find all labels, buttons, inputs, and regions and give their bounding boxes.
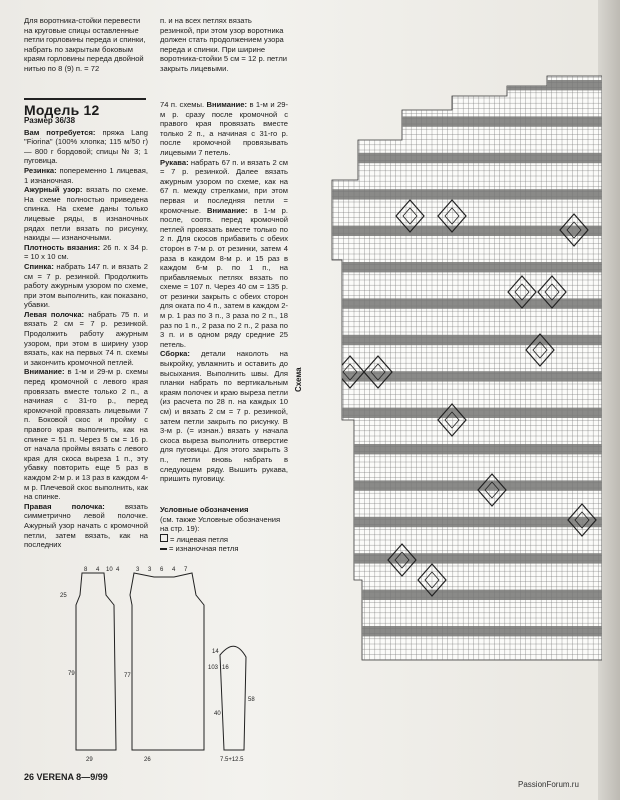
schema-label: Схема bbox=[294, 367, 303, 392]
dash-icon bbox=[160, 548, 167, 550]
measure-top-8: 4 bbox=[172, 567, 176, 573]
measure-back-height: 77 bbox=[124, 673, 131, 679]
measure-sleeve-bottom: 7.5+12.5 bbox=[220, 757, 244, 763]
purl-band bbox=[302, 298, 602, 308]
purl-band bbox=[302, 153, 602, 163]
measure-sleeve-length: 40 bbox=[214, 711, 221, 717]
purl-band bbox=[302, 116, 602, 126]
paragraph-materials: Вам потребуется: пряжа Lang "Fiorina" (100% хлопка; 115 м/50 г) — 800 г бордовой; спицы № 3; 1 пуговица. bbox=[24, 127, 148, 166]
garment-schematic bbox=[24, 565, 284, 765]
page-title: Модель 12 bbox=[24, 98, 146, 118]
purl-band bbox=[302, 408, 602, 418]
purl-band bbox=[302, 626, 602, 636]
paragraph-assembly: Сборка: детали наколоть на выкройку, увлажнить и оставить до высыхания. Выполнить швы. Для планки набрать по вертикальным краям полочек и краю выреза петли (из расчета по 28 п. на каждых 10 см) и вязать 2 см = 7 р. резинкой, затем петли закрыть по рисунку. В 3-м р. (= изнан.) вязать у начала скоса выреза выполнить отверстие для пуговицы. Для этого закрыть 3 п., петли вновь набрать в следующем ряду. Вышить рукава, пришить пуговицу. bbox=[160, 349, 288, 484]
measure-sleeve-cap: 16 bbox=[222, 665, 229, 671]
purl-band bbox=[302, 80, 602, 90]
paragraph-attention: Внимание: в 1-м и 29-м р. схемы перед кромочной с левого края провязать вместе только 2 п., а начиная с 31-го р., перед кромочной провязать лицевыми 7 п. Боковой скос и пройму с правого края выполнить, как на спинке = 51 п. Через 5 см = 16 р. от начала проймы вязать с левого края для скоса выреза 1 п., эту убавку повторить еще 5 раз в каждом 2-м р. и 13 раз в каждом 4-м р. Плечевой скос выполнить, как на спинке. bbox=[24, 367, 148, 502]
measure-sleeve-width: 58 bbox=[248, 697, 255, 703]
front-panel-outline bbox=[76, 573, 116, 750]
measure-top-7: 6 bbox=[160, 567, 164, 573]
purl-band bbox=[302, 553, 602, 563]
purl-band bbox=[302, 590, 602, 600]
measure-front-height: 79 bbox=[68, 671, 75, 677]
square-icon bbox=[160, 534, 168, 542]
instructions-column-2 bbox=[160, 100, 288, 484]
measure-top-3: 10 bbox=[106, 567, 113, 573]
purl-band bbox=[302, 335, 602, 345]
legend bbox=[160, 505, 290, 554]
purl-band bbox=[302, 480, 602, 490]
intro-text-right: п. и на всех петлях вязать резинкой, при этом узор воротника должен стать продолжением узора переда и спинки. При ширине воротника-стойки 5 см = 12 р. петли закрыть лицевыми. bbox=[160, 16, 288, 73]
paragraph-rib: Резинка: попеременно 1 лицевая, 1 изнаночная. bbox=[24, 165, 148, 185]
paragraph-gauge: Плотность вязания: 26 п. х 34 р. = 10 х 10 см. bbox=[24, 242, 148, 262]
legend-item-knit: = лицевая петля bbox=[160, 534, 290, 545]
size-heading: Размер 36/38 bbox=[24, 116, 76, 125]
legend-item-purl: = изнаночная петля bbox=[160, 544, 290, 554]
purl-band bbox=[302, 262, 602, 272]
measure-top-5: 3 bbox=[136, 567, 140, 573]
legend-note: (см. также Условные обозначения на стр. 19): bbox=[160, 514, 281, 534]
measure-top-6: 3 bbox=[148, 567, 152, 573]
legend-title: Условные обозначения bbox=[160, 505, 249, 514]
measure-back-width: 26 bbox=[144, 757, 151, 763]
back-panel-outline bbox=[130, 573, 204, 750]
measure-top-4: 4 bbox=[116, 567, 120, 573]
paragraph-left-front: Левая полочка: набрать 75 п. и вязать 2 см = 7 р. резинкой. Продолжить работу ажурным узором, при этом в ширину узор вязать, как на первых 74 п. схемы и закончить кромочной петлей. bbox=[24, 309, 148, 367]
measure-total-height: 103 bbox=[208, 665, 219, 671]
paragraph-back: Спинка: набрать 147 п. и вязать 2 см = 7 р. резинкой. Продолжить работу ажурным узором по схеме, при этом выполнить, как показано, убавки. bbox=[24, 261, 148, 310]
measure-top-9: 7 bbox=[184, 567, 188, 573]
measure-sleeve-cap-width: 14 bbox=[212, 649, 219, 655]
measure-top-2: 4 bbox=[96, 567, 100, 573]
purl-band bbox=[302, 226, 602, 236]
chart-area bbox=[332, 76, 602, 660]
paragraph-sleeves: Рукава: набрать 67 п. и вязать 2 см = 7 р. резинкой. Далее вязать ажурным узором по схеме, как на 67 п. между стрелками, при этом первая и последняя петли = кромочные. Внимание: в 1-м р. после, соотв. перед кромочной петлей провязать вместе только по 2 п. Для скосов прибавить с обеих сторон в 7-м р. от резинки, затем 4 раза в каждом 8-м р. и 15 раз в каждом 6-м р. по 1 п., на прибавляемых петлях вязать по схеме = 107 п. Через 40 см = 135 р. от резинки закрыть с обеих сторон для оката по 4 п., затем в каждом 2-м р. 1 раз по 3 п., 3 раза по 2 п., 18 раз по 1 п., 2 раза по 2 п., 2 раза по 3 п. и в одном ряду средние 25 петель. bbox=[160, 157, 288, 349]
watermark: PassionForum.ru bbox=[518, 780, 579, 789]
page-footer: 26 VERENA 8—9/99 bbox=[24, 772, 108, 782]
purl-band bbox=[302, 444, 602, 454]
paragraph-right-front: Правая полочка: вязать симметрично левой полочке. Ажурный узор начать с кромочной петли, затем вязать, как на последних bbox=[24, 501, 148, 550]
purl-band bbox=[302, 189, 602, 199]
paragraph-continued: 74 п. схемы. Внимание: в 1-м и 29-м р. сразу после кромочной с правого края провязать вместе только 2 п., а начиная с 31-го р. после кромочной провязывать лицевыми 7 петель. bbox=[160, 100, 288, 157]
measure-armhole: 25 bbox=[60, 593, 67, 599]
knitting-chart bbox=[302, 20, 602, 720]
sleeve-outline bbox=[220, 646, 246, 750]
measure-front-width: 29 bbox=[86, 757, 93, 763]
purl-band bbox=[302, 517, 602, 527]
instructions-column-1 bbox=[24, 116, 148, 550]
intro-text-left: Для воротника-стойки перевести на круговые спицы оставленные петли горловины переда и спинки, набрать по закрытым боковым краям горловины переда двойной нитью по 8 (9) п. = 72 bbox=[24, 16, 146, 73]
paragraph-lace: Ажурный узор: вязать по схеме. На схеме полностью приведена спинка. На схеме даны только лицевые ряды, в изнаночных рядах петли вязать по рисунку, накиды — изнаночными. bbox=[24, 185, 148, 243]
measure-top-1: 8 bbox=[84, 567, 88, 573]
